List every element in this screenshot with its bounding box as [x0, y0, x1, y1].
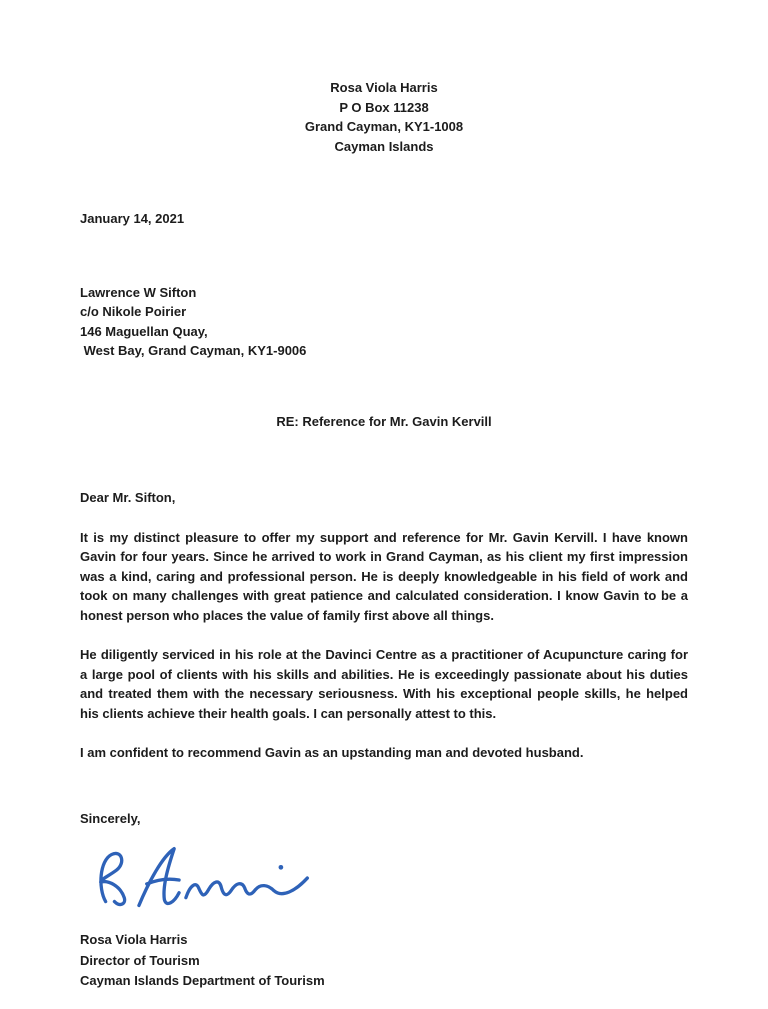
signer-organization: Cayman Islands Department of Tourism [80, 973, 325, 988]
body-paragraph-2: He diligently serviced in his role at the Davinci Centre as a practitioner of Acupuncture caring for a large pool of clients with his skills and abilities. He is exceedingly passionate about his duties and treated them with the necessary seriousness. With his exceptional people skills, he helped his clients achieve their health goals. I can personally attest to this. [80, 647, 688, 721]
salutation: Dear Mr. Sifton, [80, 490, 176, 505]
recipient-name: Lawrence W Sifton [80, 284, 197, 300]
recipient-address [80, 283, 688, 361]
recipient-city: West Bay, Grand Cayman, KY1-9006 [80, 343, 307, 358]
signature-block [80, 930, 688, 992]
signer-title: Director of Tourism [80, 952, 200, 968]
signer-name: Rosa Viola Harris [80, 932, 188, 947]
sender-country: Cayman Islands [334, 138, 434, 154]
closing: Sincerely, [80, 810, 141, 826]
letter-date: January 14, 2021 [80, 211, 185, 226]
body-paragraph-1: It is my distinct pleasure to offer my support and reference for Mr. Gavin Kervill. I have known Gavin for four years. Since he arrived to work in Grand Cayman, as his client my first impression was a kind, caring and professional person. He is deeply knowledgeable in his field of work and took on many challenges with great patience and calculated consideration. I know Gavin to be a honest person who places the value of family first above all things. [80, 529, 688, 623]
sender-address [80, 78, 688, 156]
signature-i-dot [279, 865, 284, 870]
sender-city: Grand Cayman, KY1-1008 [304, 119, 464, 134]
subject-line: RE: Reference for Mr. Gavin Kervill [276, 413, 492, 429]
body-paragraph-3: I am confident to recommend Gavin as an upstanding man and devoted husband. [80, 745, 584, 760]
signature-strokes [101, 849, 308, 906]
sender-po-box: P O Box 11238 [339, 99, 429, 115]
recipient-care-of: c/o Nikole Poirier [80, 304, 187, 319]
recipient-street: 146 Maguellan Quay, [80, 323, 208, 339]
signature-svg [88, 840, 323, 922]
sender-name: Rosa Viola Harris [330, 80, 438, 95]
signature-image [88, 840, 688, 926]
